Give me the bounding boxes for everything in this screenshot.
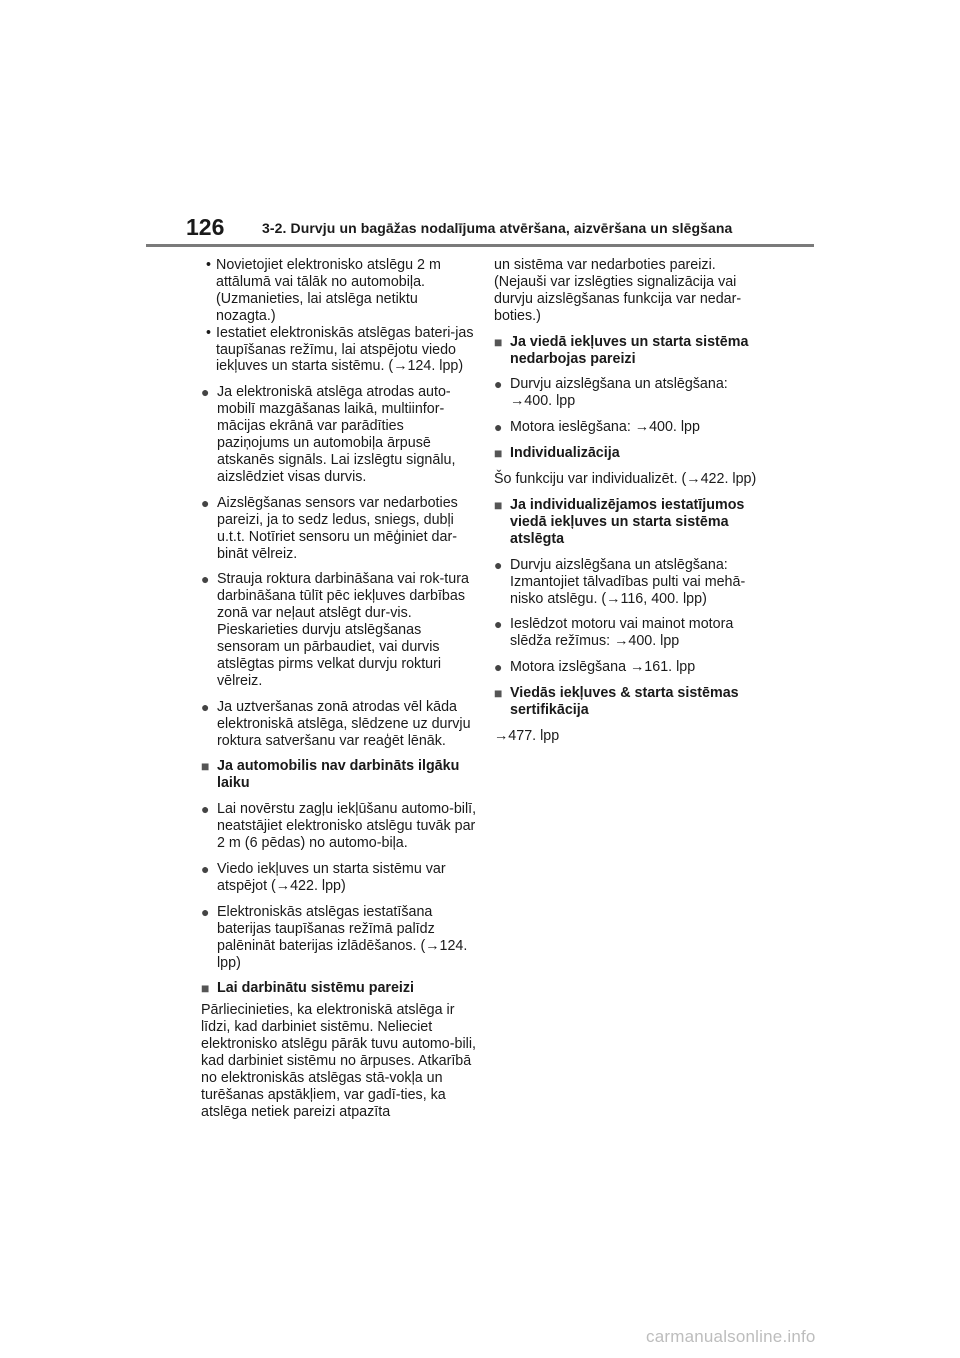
item-text: Ja elektroniskā atslēga atrodas auto-mobilī mazgāšanas laikā, multiinfor-mācijas ekrānā var parādīties paziņojums un automobiļa ārpusē atskanēs signāls. Lai izslēgtu signālu, aizslēdziet visas durvis. (217, 384, 456, 485)
circle-bullet-icon: ● (201, 903, 210, 920)
list-item (494, 659, 762, 676)
item-text: Lai novērstu zagļu iekļūšanu automo-bilī, neatstājiet elektronisko atslēgu tuvāk par 2 m (6 pēdas) no automo-biļa. (217, 801, 477, 852)
square-bullet-icon: ■ (201, 758, 210, 775)
list-item (201, 495, 477, 563)
item-text: Ja uztveršanas zonā atrodas vēl kāda elektroniskā atslēga, slēdzene uz durvju roktura satveršanu var reaģēt lēnāk. (217, 698, 471, 749)
square-bullet-icon: ■ (494, 445, 503, 462)
bullet-dot-icon: • (206, 324, 212, 341)
square-bullet-icon: ■ (494, 333, 503, 350)
item-text: Ja viedā iekļuves un starta sistēma nedarbojas pareizi (510, 333, 749, 367)
list-item (201, 699, 477, 750)
list-item (201, 801, 477, 852)
left-column (201, 257, 477, 1121)
item-text: Motora ieslēgšana: →400. lpp (510, 419, 700, 436)
intro-bullet-text: Novietojiet elektronisko atslēgu 2 m attālumā vai tālāk no automobiļa. (Uzmanieties, lai atslēga netiktu nozagta.) (216, 257, 441, 324)
circle-bullet-icon: ● (201, 384, 210, 401)
list-item (201, 861, 477, 895)
header-divider (146, 244, 814, 247)
closing-paragraph: Pārliecinieties, ka elektroniskā atslēga ir līdzi, kad darbiniet sistēmu. Nelieciet elektronisko atslēgu pārāk tuvu automo-bili, kad darbiniet sistēmu no ārpuses. Atkarībā no elektroniskās atslēgas stā-vokļa un turēšanas apstākļiem, var gadī-ties, ka atslēga netiek pareizi atpazīta (201, 1002, 476, 1120)
circle-bullet-icon: ● (201, 494, 210, 511)
circle-bullet-icon: ● (201, 861, 210, 877)
continuation-paragraph: un sistēma var nedarboties pareizi. (Nejauši var izslēgties signalizācija vai durvju aizslēgšanas funkcija var nedar-boties.) (494, 257, 742, 324)
intro-bullet-text: Iestatiet elektroniskās atslēgas bateri-jas taupīšanas režīmu, lai atspējotu viedo iekļuves un starta sistēmu. (→124. lpp) (216, 324, 474, 375)
bullet-dot-icon: • (206, 257, 212, 273)
list-item (201, 904, 477, 972)
intro-bullet (201, 257, 477, 325)
list-item (201, 384, 477, 485)
page-number: 126 (186, 214, 225, 240)
subsection-heading (201, 980, 477, 997)
item-text: Aizslēgšanas sensors var nedarboties pareizi, ja to sedz ledus, sniegs, dubļi u.t.t. Notīriet sensoru un mēģiniet dar-bināt vēlreiz. (217, 494, 458, 562)
subsection-heading (494, 497, 762, 548)
square-bullet-icon: ■ (494, 685, 503, 702)
plain-paragraph (494, 471, 762, 488)
circle-bullet-icon: ● (494, 376, 503, 393)
item-text: →477. lpp (494, 727, 560, 744)
item-text: Individualizācija (510, 445, 620, 462)
item-text: Ja individualizējamos iestatījumos viedā iekļuves un starta sistēma atslēgta (510, 496, 745, 547)
subsection-heading (494, 445, 762, 462)
item-text: Durvju aizslēgšana un atslēgšana: Izmantojiet tālvadības pulti vai mehā-nisko atslēgu. (→116, 400. lpp) (510, 556, 746, 607)
watermark: carmanualsonline.info (646, 1327, 816, 1346)
plain-paragraph (494, 728, 762, 745)
list-item (201, 571, 477, 689)
section-title: 3-2. Durvju un bagāžas nodalījuma atvēršana, aizvēršana un slēgšana (262, 220, 733, 236)
square-bullet-icon: ■ (201, 980, 210, 997)
item-text: Strauja roktura darbināšana vai rok-tura darbināšana tūlīt pēc iekļuves darbības zonā var neļaut atslēgt dur-vis. Pieskarieties durvju atslēgšanas sensoram un pārbaudiet, vai durvis atslēgtas pirms velkat durvju rokturi vēlreiz. (217, 571, 469, 689)
list-item (494, 419, 762, 436)
item-text: Elektroniskās atslēgas iestatīšana baterijas taupīšanas režīmā palīdz palēnināt baterijas izlādēšanos. (→124. lpp) (217, 903, 468, 971)
square-bullet-icon: ■ (494, 496, 503, 513)
circle-bullet-icon: ● (201, 698, 210, 715)
item-text: Šo funkciju var individualizēt. (→422. lpp) (494, 471, 757, 488)
subsection-heading (494, 334, 762, 368)
item-text: Ieslēdzot motoru vai mainot motora slēdža režīmus: →400. lpp (510, 616, 734, 650)
item-text: Viedo iekļuves un starta sistēmu var atspējot (→422. lpp) (217, 861, 446, 894)
circle-bullet-icon: ● (494, 556, 503, 573)
subsection-heading (494, 685, 762, 719)
list-item (494, 376, 762, 410)
item-text: Lai darbinātu sistēmu pareizi (217, 980, 415, 997)
circle-bullet-icon: ● (494, 616, 503, 633)
circle-bullet-icon: ● (494, 419, 503, 436)
item-text: Ja automobilis nav darbināts ilgāku laiku (217, 758, 460, 792)
item-text: Motora izslēgšana →161. lpp (510, 659, 696, 676)
list-item (494, 616, 762, 650)
circle-bullet-icon: ● (201, 571, 210, 588)
list-item (494, 557, 762, 608)
circle-bullet-icon: ● (494, 659, 503, 676)
right-column (494, 257, 762, 745)
subsection-heading (201, 758, 477, 792)
item-text: Viedās iekļuves & starta sistēmas sertifikācija (510, 685, 739, 719)
intro-bullet (201, 325, 477, 376)
circle-bullet-icon: ● (201, 801, 210, 818)
item-text: Durvju aizslēgšana un atslēgšana: →400. lpp (510, 376, 728, 410)
